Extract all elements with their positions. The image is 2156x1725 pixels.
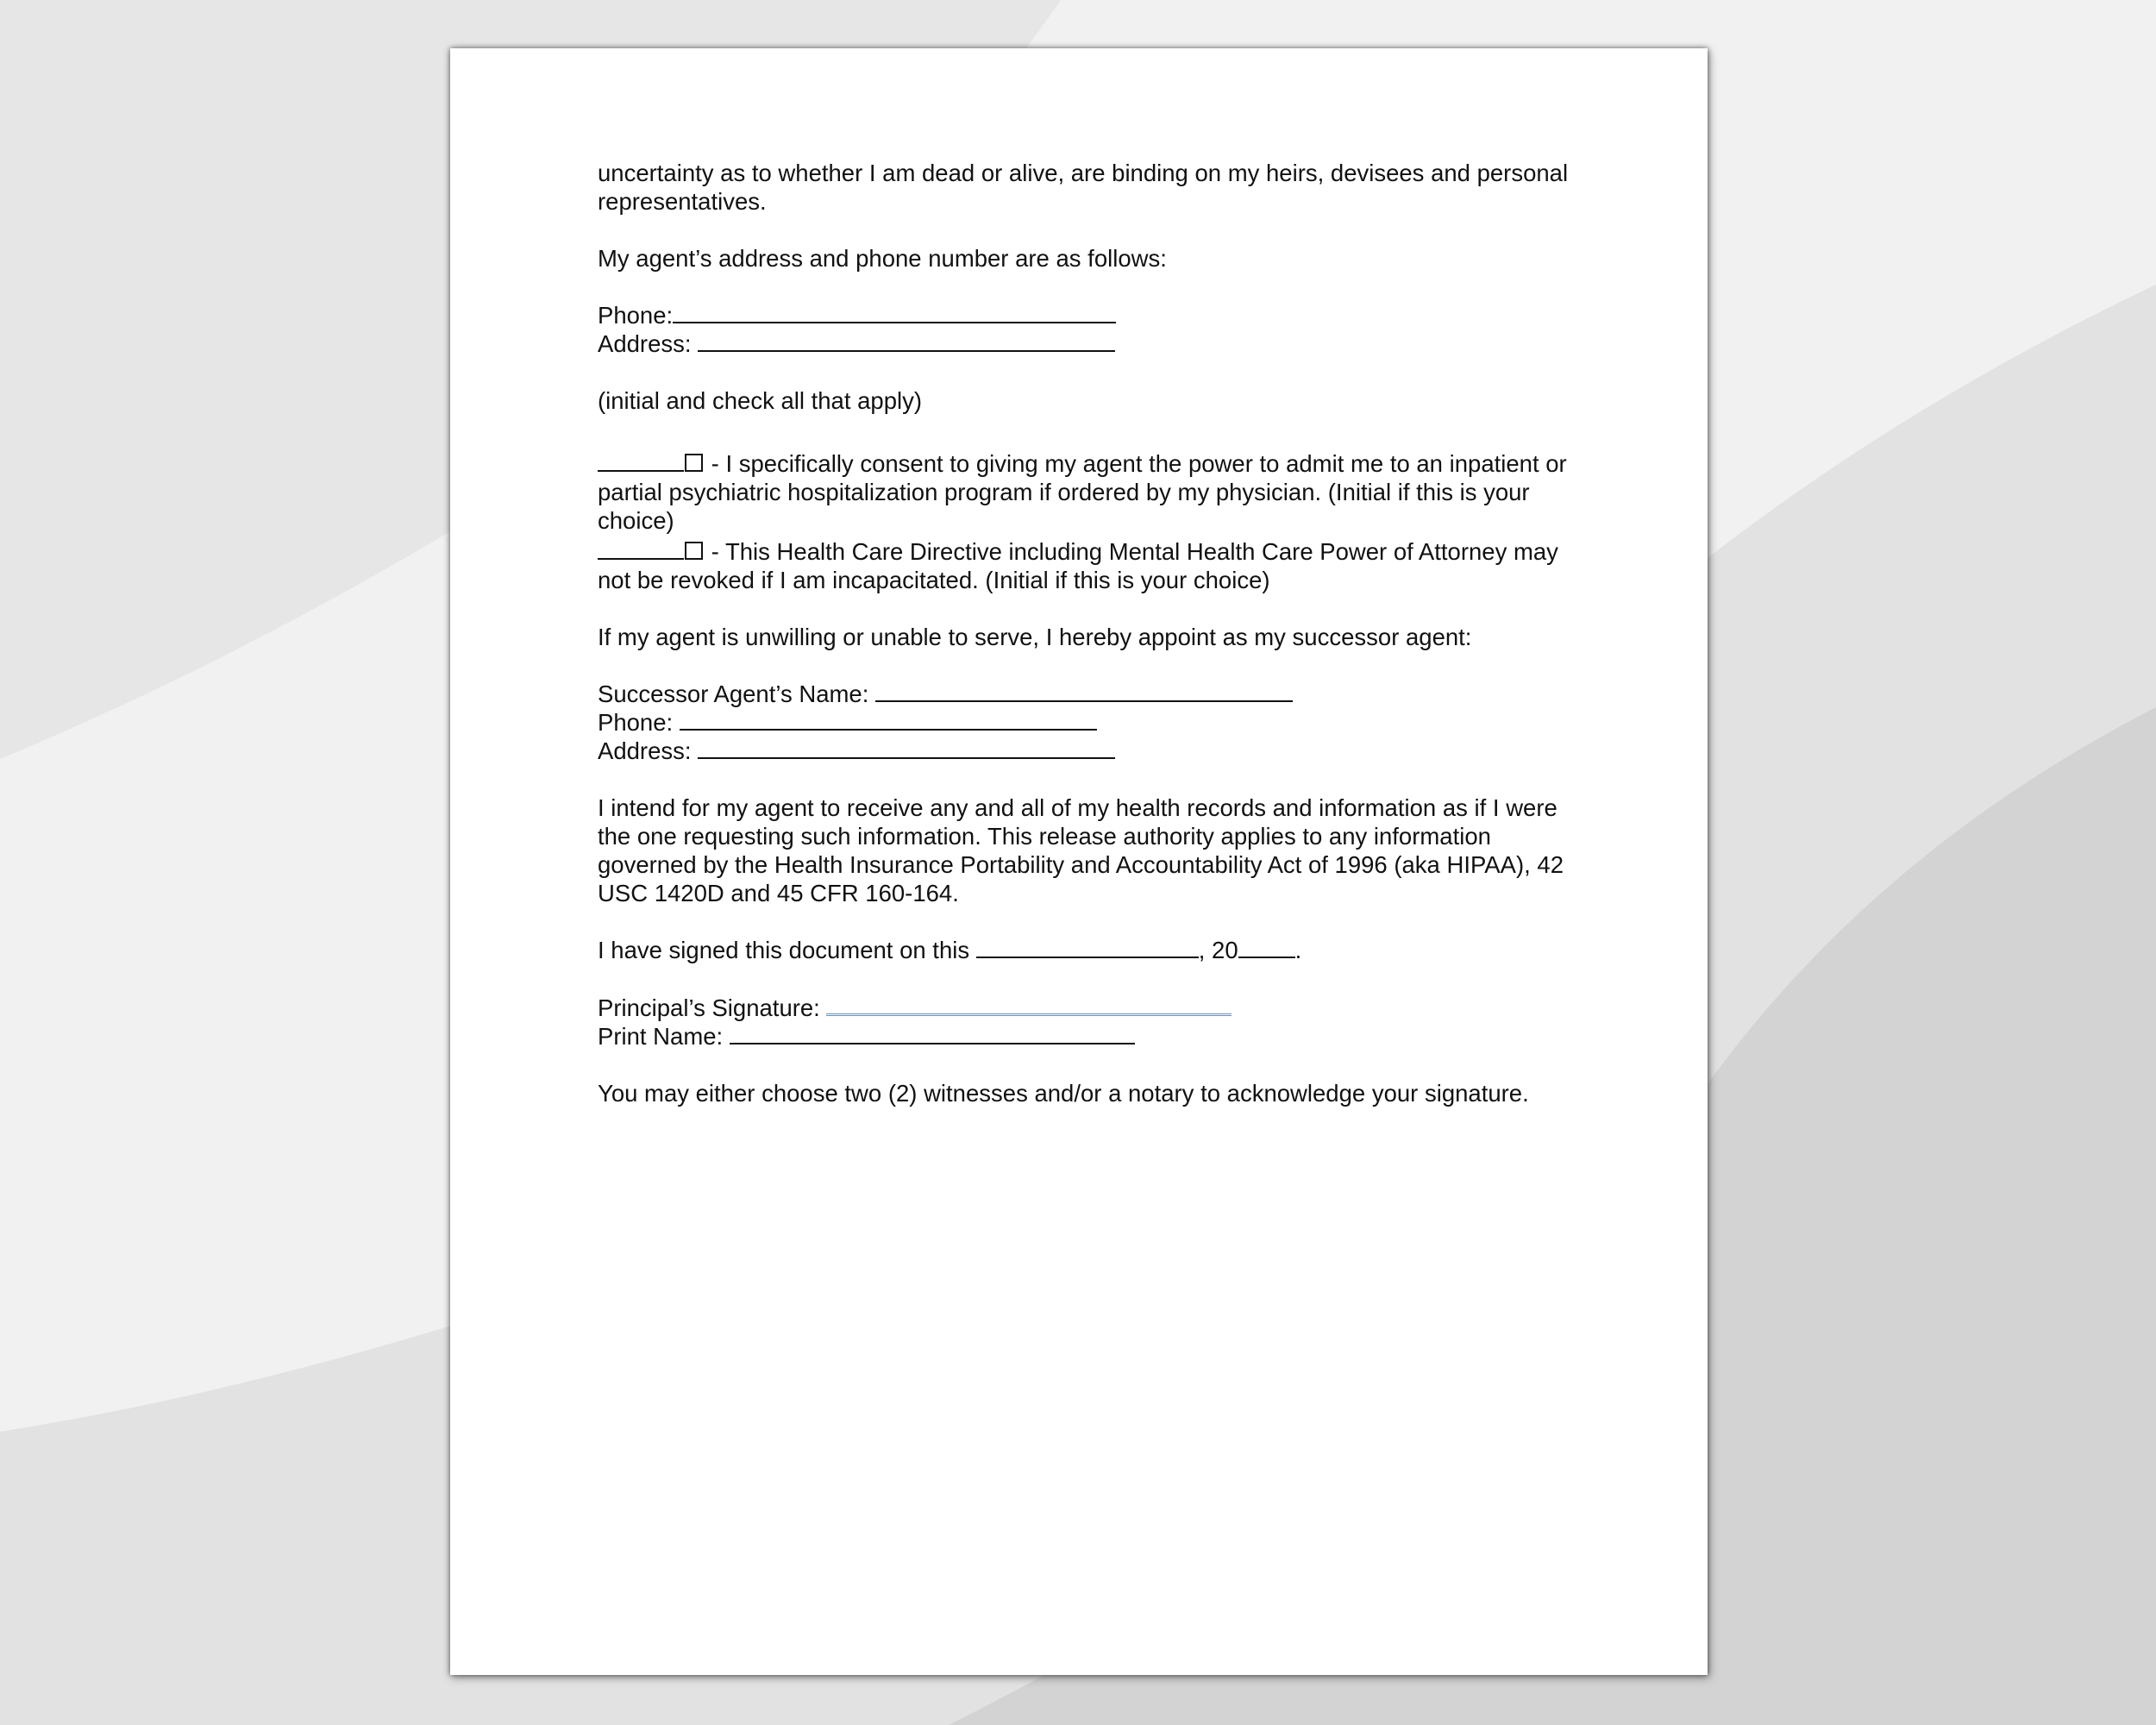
option2-checkbox[interactable] [685,542,703,560]
successor-address-label: Address: [598,737,699,764]
print-name-field[interactable] [730,1022,1135,1044]
agent-phone-field[interactable] [673,301,1116,323]
successor-name-label: Successor Agent’s Name: [598,681,876,707]
option1-checkbox[interactable] [685,454,703,472]
option1-initial-field[interactable] [598,449,684,472]
successor-phone-row [598,708,1572,737]
signed-year-field[interactable] [1238,936,1295,958]
successor-phone-field[interactable] [680,708,1097,731]
option2-initial-field[interactable] [598,537,684,560]
successor-address-row [598,737,1572,765]
paragraph-agent-contact-intro: My agent’s address and phone number are as follows: [598,245,1167,272]
successor-intro: If my agent is unwilling or unable to serve, I hereby appoint as my successor agent: [598,624,1472,650]
successor-name-row [598,680,1572,708]
option2-text: - This Health Care Directive including Mental Health Care Power of Attorney may not be revoked if I am incapacitated. (Initial if this is your choice) [598,538,1558,593]
document-page [450,48,1708,1675]
agent-contact-block [598,301,1572,358]
agent-address-field[interactable] [698,329,1115,352]
signed-day-field[interactable] [976,936,1199,958]
successor-name-field[interactable] [875,680,1293,702]
paragraph-hipaa: I intend for my agent to receive any and all of my health records and information as if I were the one requesting such information. This release authority applies to any information governed by the Health Insurance Portability and Accountability Act of 1996 (aka HIPAA), 42 USC 1420D and 45 CFR 160-164. [598,794,1564,906]
witness-note: You may either choose two (2) witnesses and/or a notary to acknowledge your signature. [598,1080,1529,1107]
principal-signature-field[interactable] [826,993,1232,1016]
option-psychiatric-consent [598,449,1572,535]
signed-date-prefix: I have signed this document on this [598,937,976,963]
principal-signature-row [598,993,1572,1022]
signed-date-mid: , 20 [1198,937,1238,963]
successor-address-field[interactable] [698,737,1115,759]
signed-date-line [598,936,1572,964]
option1-text: - I specifically consent to giving my agent the power to admit me to an inpatient or partial psychiatric hospitalization program if ordered by my physician. (Initial if this is your choice) [598,450,1567,534]
successor-contact-block [598,680,1572,765]
principal-signature-label: Principal’s Signature: [598,994,827,1021]
print-name-label: Print Name: [598,1023,730,1050]
signed-date-end: . [1294,937,1302,963]
option-not-revocable [598,537,1572,594]
signature-block [598,993,1572,1051]
agent-address-row [598,329,1572,358]
print-name-row [598,1022,1572,1051]
agent-address-label: Address: [598,330,699,357]
document-content [598,159,1572,1136]
agent-phone-row [598,301,1572,329]
agent-phone-label: Phone: [598,302,674,329]
initial-instruction: (initial and check all that apply) [598,387,923,414]
successor-phone-label: Phone: [598,709,680,736]
paragraph-heirs: uncertainty as to whether I am dead or alive, are binding on my heirs, devisees and personal representatives. [598,160,1569,215]
